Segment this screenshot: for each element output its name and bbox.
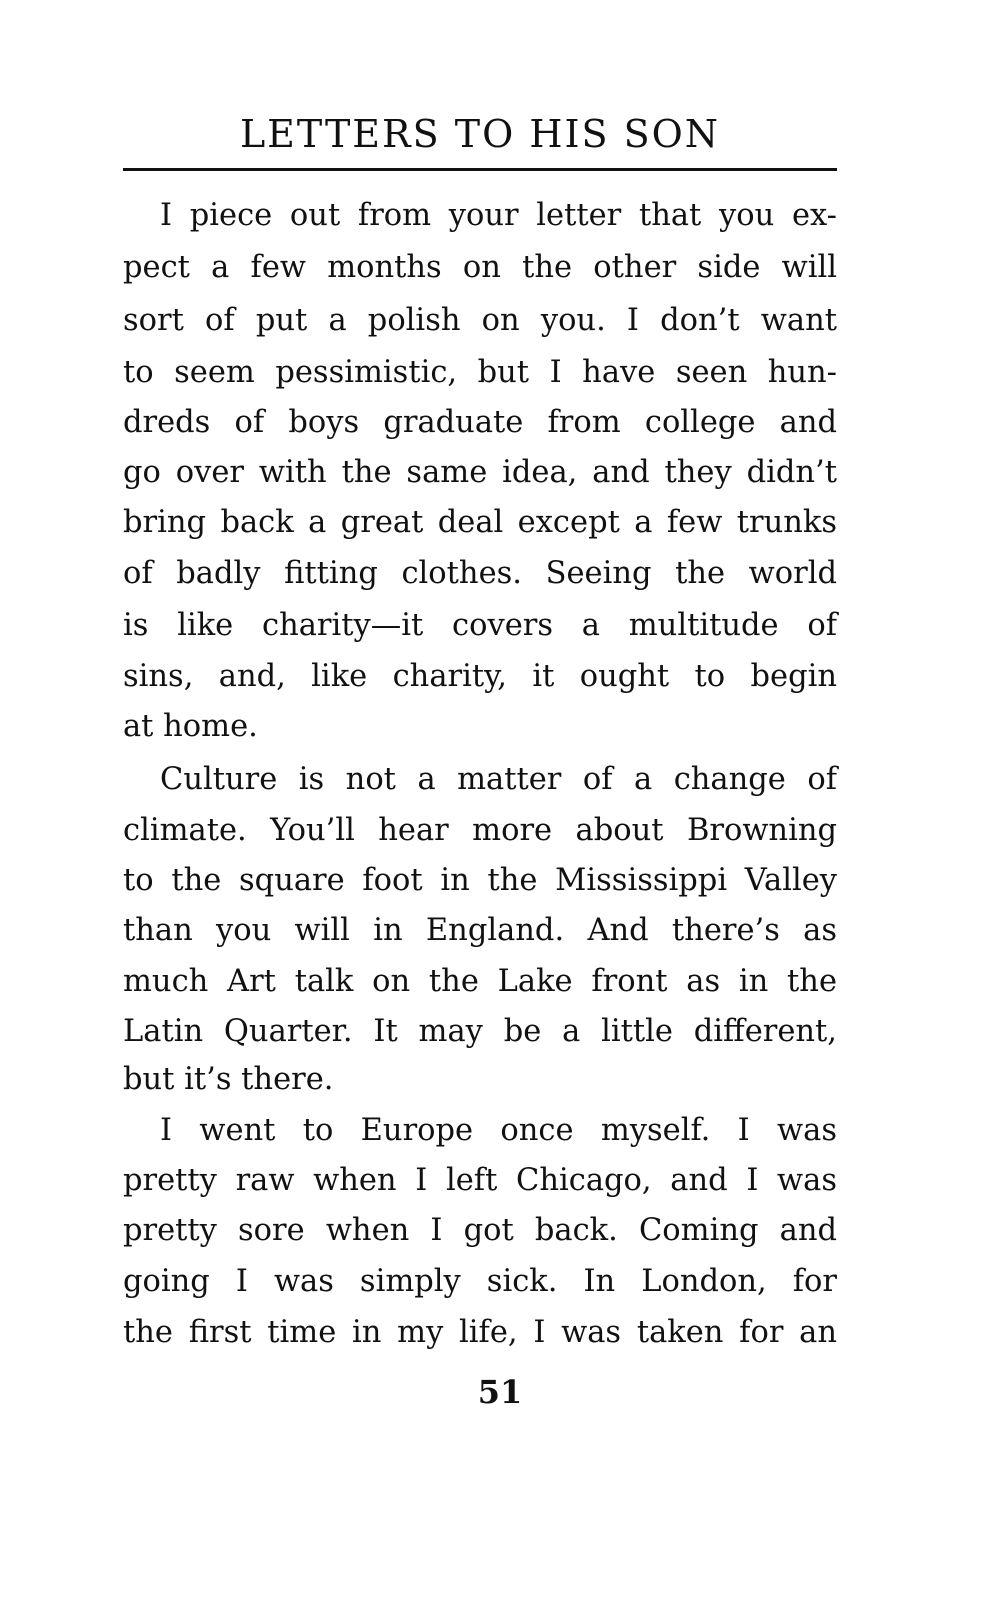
text-line: sort of put a polish on you. I don’t want [123, 303, 837, 338]
text-line: to seem pessimistic, but I have seen hun- [123, 355, 837, 390]
text-line: going I was simply sick. In London, for [123, 1264, 837, 1299]
text-line: pretty raw when I left Chicago, and I was [123, 1163, 837, 1198]
text-line: to the square foot in the Mississippi Valley [123, 863, 837, 898]
text-line: but it’s there. [123, 1062, 334, 1097]
text-line: go over with the same idea, and they didn’t [123, 455, 837, 490]
text-line: I piece out from your letter that you ex- [160, 198, 837, 233]
text-line: Latin Quarter. It may be a little different, [123, 1014, 837, 1049]
text-line: pretty sore when I got back. Coming and [123, 1213, 837, 1248]
text-line: than you will in England. And there’s as [123, 913, 837, 948]
page-number: 51 [477, 1373, 523, 1411]
text-line: dreds of boys graduate from college and [123, 405, 837, 440]
header-rule [123, 168, 837, 171]
text-line: I went to Europe once myself. I was [160, 1113, 837, 1148]
text-line: much Art talk on the Lake front as in the [123, 964, 837, 999]
text-line: the first time in my life, I was taken for an [123, 1315, 837, 1350]
text-line: sins, and, like charity, it ought to begin [123, 659, 837, 694]
text-line: climate. You’ll hear more about Browning [123, 813, 837, 848]
running-head: LETTERS TO HIS SON [239, 112, 721, 156]
text-line: pect a few months on the other side will [123, 250, 837, 285]
text-line: of badly fitting clothes. Seeing the world [123, 556, 837, 591]
text-line: bring back a great deal except a few trunks [123, 505, 837, 540]
text-line: at home. [123, 709, 258, 744]
text-line: Culture is not a matter of a change of [160, 762, 837, 797]
text-line: is like charity—it covers a multitude of [123, 608, 837, 643]
